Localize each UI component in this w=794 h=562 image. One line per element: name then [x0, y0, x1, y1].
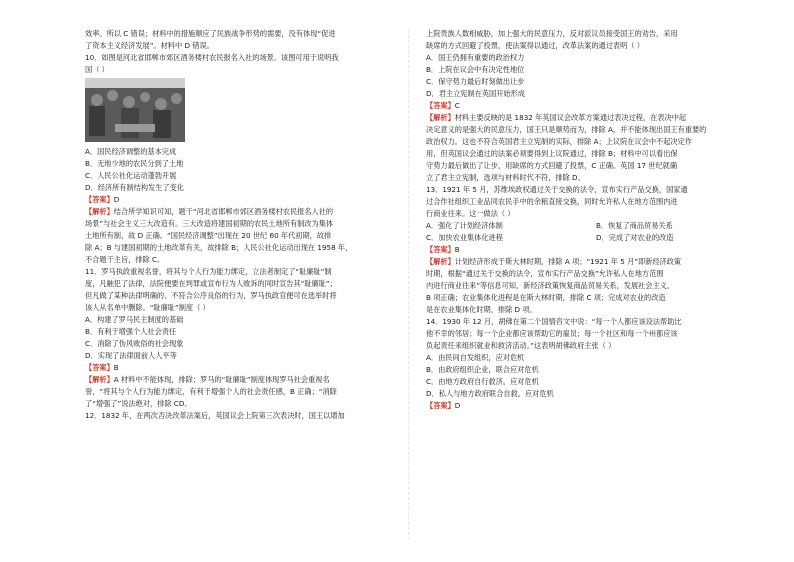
analysis-text: 了“增强了”说法绝对，排除 CD。 — [85, 399, 192, 408]
question-stem: 该人从名单中删除。“耻廉耻”制度（ ） — [85, 303, 210, 312]
question-stem: 10．如图是河北省邯郸市郊区酒务楼村农民报名入社的场景。该图可用于说明我 — [85, 53, 339, 62]
option-d: D．经济所有制结构发生了变化 — [85, 183, 184, 192]
answer-line — [85, 362, 430, 374]
analysis-text: 计划经济形成于斯大林时期，排除 A 项；“1921 年 5 月”即新经济政策 — [454, 257, 682, 266]
analysis-text: 用，但英国议会通过的法案必须要得到上议院通过，排除 B；材料中可以看出保 — [426, 149, 678, 158]
option-b: B．上院在议会中有决定性地位 — [426, 65, 525, 74]
option-c: C．保守势力最后时刻做出让步 — [426, 77, 525, 86]
question-stem: 过合作社组织工业品同农民手中的余粮直接交换，同时允许私人在地方范围内进 — [426, 197, 678, 206]
analysis-text: 除 A；B 与建国初期的土地改革有关，故排除 B；人民公社化运动出现在 1958 年， — [85, 243, 353, 252]
analysis-text: 结合所学知识可知，题干“河北省邯郸市郊区酒务楼村农民报名入社的 — [113, 207, 334, 216]
question-stem: 13．1921 年 5 月，苏维埃政权通过关于交换的法令，宣布实行产品交换，国家通 — [426, 185, 688, 194]
question-14 — [426, 316, 771, 412]
question-stem: 他不幸的邻居；每一个企业都应该帮助它的雇员；每一个社区和每一个州都应该 — [426, 329, 678, 338]
option-d: D．君主立宪制在英国开始形成 — [426, 89, 525, 98]
question-stem: 11．罗马执政重视名誉，将其与个人行为能力绑定，立法者制定了“耻廉耻”制 — [85, 267, 332, 276]
option-c: C．加快农业集体化进程 — [426, 233, 503, 242]
question-13 — [426, 184, 771, 316]
analysis-text: 土地所有制，故 D 正确。“国民经济调整”出现在 20 世纪 60 年代初期，故排 — [85, 231, 332, 240]
option-a: A．由民间自发组织，应对危机 — [426, 353, 525, 362]
answer-line — [85, 194, 430, 206]
option-b: B．由政府组织企业，联合应对危机 — [426, 365, 539, 374]
question-stem: 但凡做了某种法律明确的、不符合公序良俗的行为，罗马执政官便可在选举时将 — [85, 291, 337, 300]
answer-line — [426, 100, 771, 112]
option-a: A．国民经济调整的基本完成 — [85, 147, 177, 156]
option-c: C．消除了伪风败俗的社会现象 — [85, 339, 184, 348]
analysis-text: 内进行商业往来”等信息可知，新经济政策恢复商品贸易关系，发展社会主义， — [426, 281, 675, 290]
question-stem: 行商业往来。这一做法（ ） — [426, 209, 515, 218]
analysis-text: 决定意义的是强大的民意压力，国王只是顺势而为，排除 A，并不能体现出国王有重要的 — [426, 125, 707, 134]
answer-tag: 【答案】 — [85, 363, 114, 372]
option-a: A．强化了计划经济体制 — [426, 221, 503, 230]
right-column — [426, 28, 771, 412]
option-b: B．有利于增强个人社会责任 — [85, 327, 177, 336]
option-c: C．人民公社化运动蓬勃开展 — [85, 171, 177, 180]
option-d: D．实现了法律面前人人平等 — [85, 351, 177, 360]
answer-tag: 【答案】 — [426, 245, 455, 254]
analysis-line — [426, 112, 771, 124]
answer-value: B — [113, 363, 119, 372]
analysis-line — [85, 374, 430, 386]
analysis-text: 守势力最后做出了让步，用缺席的方式回避了投票，C 正确。英国 17 世纪就确 — [426, 161, 678, 170]
analysis-line — [426, 256, 771, 268]
village-photo — [85, 78, 185, 142]
analysis-text: 材料主要反映的是 1832 年英国议会改革方案通过表决过程，在表决中起 — [454, 113, 687, 122]
analysis-line — [85, 206, 430, 218]
question-12 — [85, 410, 430, 422]
analysis-text: 不合题干主旨，排除 C。 — [85, 255, 165, 264]
answer-value: D — [113, 195, 120, 204]
analysis-text: 是在农业集体化时期，排除 D 项。 — [426, 305, 537, 314]
analysis-tag: 【解析】 — [85, 375, 114, 384]
analysis-text: 立了君主立宪制，选项与材料时代不符，排除 D。 — [426, 173, 585, 182]
question-stem: 度，凡触犯了法律，法院便要在判罪或宣布行为人败诉的同时宣告其“耻廉耻”； — [85, 279, 337, 288]
analysis-text: A 材料中不能体现，排除；罗马的“耻廉耻”制度体现罗马社会重视名 — [113, 375, 330, 384]
analysis-text: B 项正确；农业集体化进程是在斯大林时期，排除 C 项；完成对农业的改造 — [426, 293, 666, 302]
question-11 — [85, 266, 430, 410]
answer-tag: 【答案】 — [85, 195, 114, 204]
answer-line — [426, 244, 771, 256]
left-column — [85, 28, 430, 422]
question-12-continued — [426, 28, 771, 184]
answer-value: D — [454, 401, 461, 410]
text-line: 了资本主义经济发展”。材料中 D 错误。 — [85, 41, 214, 50]
analysis-text: 场景”与社会主义三大改造有。三大改造将建国初期的农民土地所有制改为集体 — [85, 219, 334, 228]
option-a: A．国王仍拥有重要的政治权力 — [426, 53, 525, 62]
answer-line — [426, 400, 771, 412]
option-d: D．完成了对农业的改造 — [596, 233, 674, 242]
option-b: B．恢复了商品贸易关系 — [596, 221, 673, 230]
analysis-text: 誉，“将其与个人行为能力绑定，有利于增强个人的社会责任感，B 正确；“消除 — [85, 387, 337, 396]
question-stem: 12．1832 年，在两次否决改革法案后，英国议会上院第三次表决时，国王以增加 — [85, 411, 345, 420]
option-d: D．私人与地方政府联合自救，应对危机 — [426, 389, 554, 398]
option-c: C．由地方政府自行救济，应对危机 — [426, 377, 539, 386]
question-stem: 国（ ） — [85, 65, 109, 74]
question-stem: 上院贵族人数相威胁，加上强大的民意压力，反对派议员接受国王的劝告，采用 — [426, 29, 678, 38]
answer-tag: 【答案】 — [426, 101, 455, 110]
question-10 — [85, 52, 430, 266]
question-stem: 负起责任来组织就业和救济活动。”这表明胡佛政府主张（ ） — [426, 341, 616, 350]
question-stem: 14．1930 年 12 月，胡佛在第二个国情咨文中说：“每一个人都应该设法帮助比 — [426, 317, 682, 326]
text-line: 效率。所以 C 错误；材料中的措施顺应了民族战争形势的需要，没有体现“促进 — [85, 29, 336, 38]
options-row — [426, 220, 771, 232]
analysis-tag: 【解析】 — [426, 113, 455, 122]
option-b: B．无地少地的农民分到了土地 — [85, 159, 184, 168]
analysis-text: 政治权力。这也不符合英国君主立宪制的实际，排除 A；上议院在议会中不起决定作 — [426, 137, 692, 146]
answer-value: B — [454, 245, 460, 254]
option-a: A．构建了罗马民主制度的基础 — [85, 315, 184, 324]
options-row — [426, 232, 771, 244]
analysis-tag: 【解析】 — [85, 207, 114, 216]
analysis-tag: 【解析】 — [426, 257, 455, 266]
question-stem: 缺席的方式回避了投票，使法案得以通过，改革法案的通过表明（ ） — [426, 41, 644, 50]
answer-value: C — [454, 101, 460, 110]
analysis-text: 时期，根据“通过关于交换的法令，宣布实行产品交换”允许私人在地方范围 — [426, 269, 664, 278]
answer-tag: 【答案】 — [426, 401, 455, 410]
